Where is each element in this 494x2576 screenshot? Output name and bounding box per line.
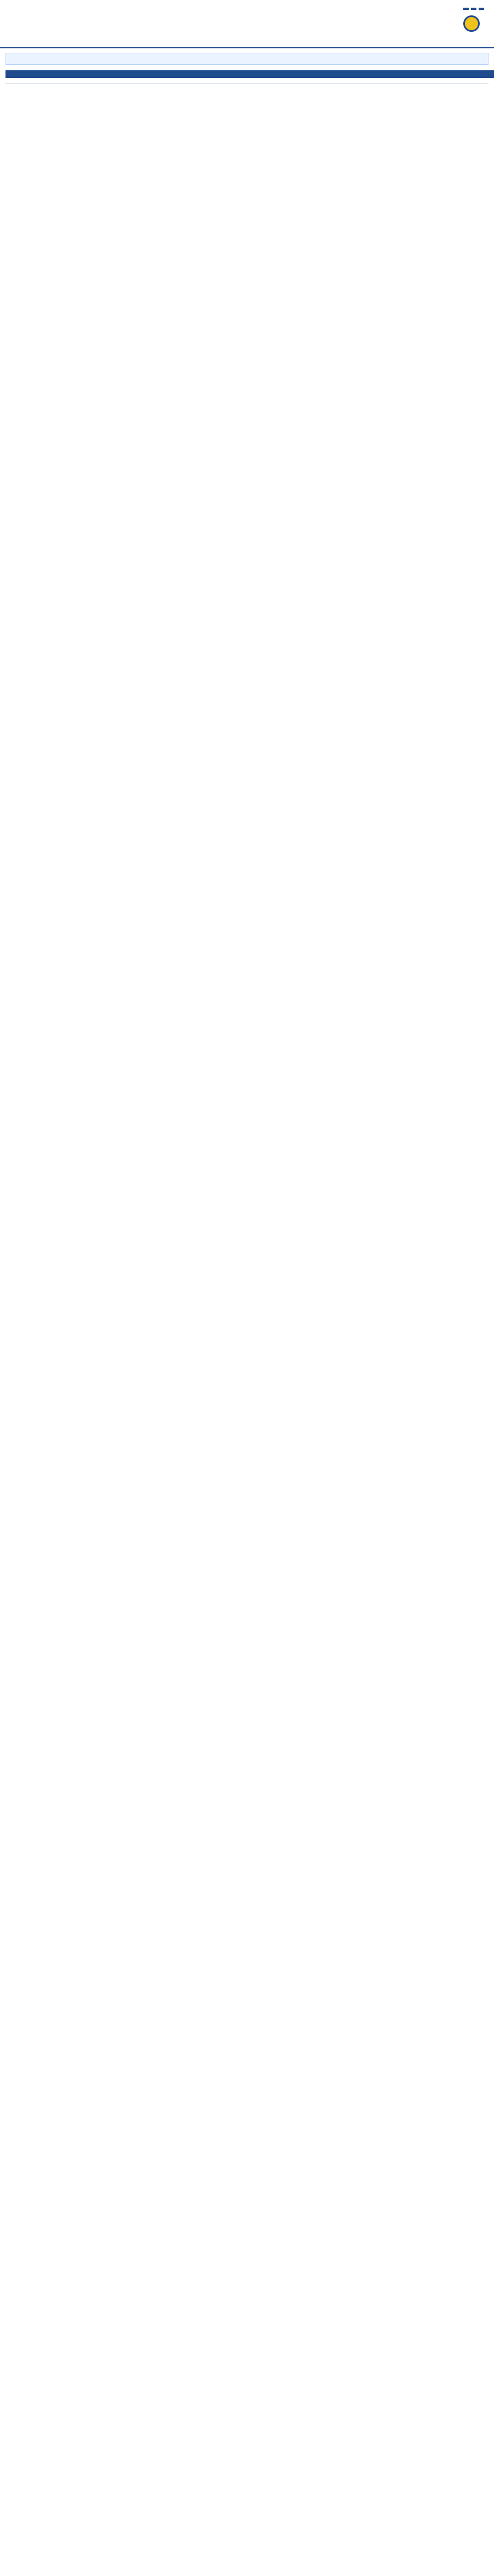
decor-lines: [463, 8, 484, 10]
decor-line-3: [479, 8, 484, 10]
col-strategy: [418, 71, 494, 78]
footer-note: [5, 83, 489, 95]
header: [0, 0, 494, 48]
table-header-row: [6, 71, 494, 78]
intro-text: [5, 53, 489, 65]
col-sector: [6, 71, 48, 78]
logo: [463, 15, 484, 32]
market-table: [5, 70, 494, 78]
decor-line-1: [463, 8, 469, 10]
col-view: [104, 71, 418, 78]
table-header: [6, 71, 494, 78]
logo-icon: [463, 15, 480, 32]
decor-line-2: [471, 8, 476, 10]
col-item: [48, 71, 104, 78]
